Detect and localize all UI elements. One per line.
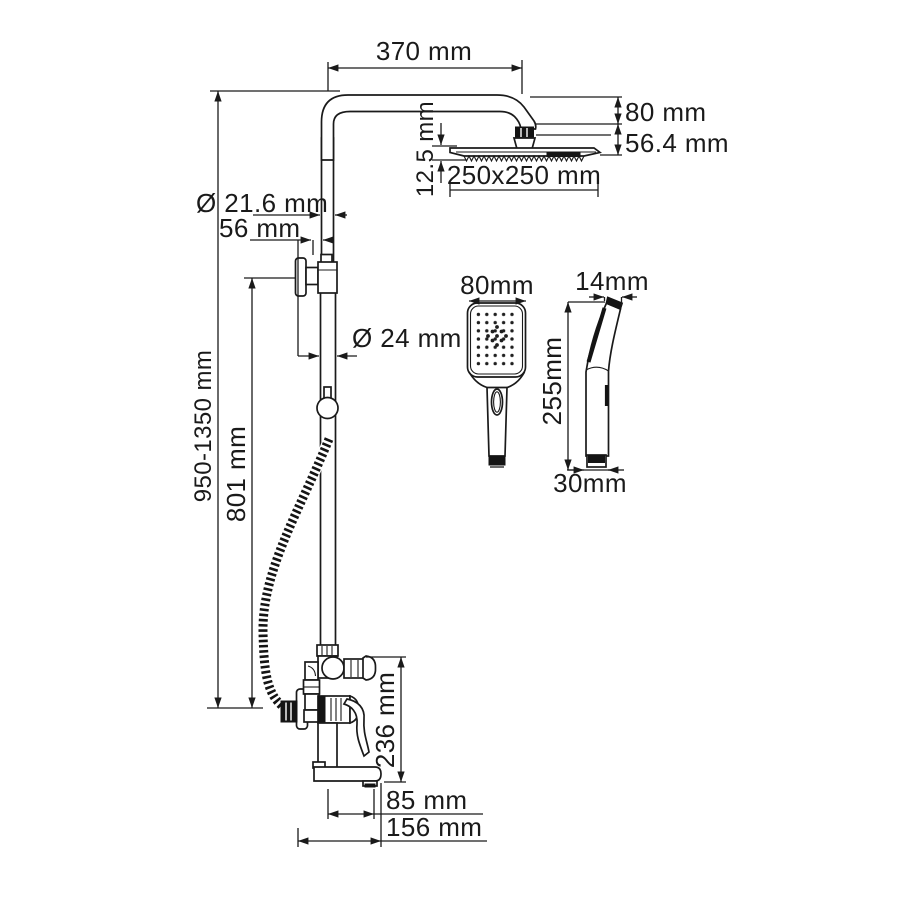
dim-head-thickness-label: 12.5 mm bbox=[412, 100, 439, 198]
diverter-hub bbox=[322, 657, 344, 679]
dim-handshower-length-label: 255mm bbox=[537, 336, 567, 426]
dim-pipe-upper-diameter-label: Ø 21.6 mm bbox=[196, 188, 329, 218]
dim-bracket-offset bbox=[219, 213, 334, 255]
hose-nut bbox=[281, 701, 297, 722]
hand-shower-body-side bbox=[586, 303, 621, 456]
spray-face-dots bbox=[476, 312, 518, 368]
hand-shower-front-view bbox=[468, 303, 526, 467]
dim-arm-width bbox=[328, 36, 522, 94]
dim-bracket-height bbox=[207, 278, 296, 708]
wall-bracket bbox=[296, 255, 338, 297]
dim-pipe-lower-diameter-label: Ø 24 mm bbox=[352, 323, 462, 353]
dim-handshower-width-label: 80mm bbox=[460, 270, 534, 300]
dim-column-height-label: 950-1350 mm bbox=[190, 349, 217, 503]
dim-mixer-height-label: 236 mm bbox=[370, 671, 400, 769]
dim-mixer-depth-label: 156 mm bbox=[386, 812, 483, 842]
left-elbow bbox=[305, 662, 318, 680]
mixer-faucet bbox=[297, 645, 382, 787]
dim-bracket-offset-label: 56 mm bbox=[219, 213, 301, 243]
hand-shower-side-view bbox=[586, 297, 623, 467]
dim-handshower-bottom-depth-label: 30mm bbox=[553, 468, 627, 498]
dim-mixer-height bbox=[366, 657, 406, 782]
dim-head-size-label: 250x250 mm bbox=[446, 160, 602, 190]
dim-bracket-height-label: 801 mm bbox=[221, 425, 251, 523]
outlet-nut-middle bbox=[305, 694, 319, 710]
handle-inlet-cap-front bbox=[489, 456, 505, 465]
dim-handshower-bottom-depth bbox=[553, 468, 627, 498]
holder-knob bbox=[317, 398, 338, 419]
dimension-annotations bbox=[190, 36, 729, 847]
dim-spout-reach-label: 85 mm bbox=[386, 785, 468, 815]
dim-arm-width-label: 370 mm bbox=[375, 36, 473, 66]
dim-head-assembly-height-label: 56.4 mm bbox=[625, 128, 729, 158]
head-nozzle-strip bbox=[547, 153, 580, 157]
hand-shower-handle-front bbox=[487, 388, 507, 457]
rain-shower-head bbox=[450, 127, 600, 161]
lower-riser-pipe bbox=[321, 292, 336, 650]
dim-head-size bbox=[447, 160, 601, 197]
bracket-wall-plate bbox=[296, 258, 307, 296]
bracket-knob bbox=[306, 268, 318, 285]
bracket-clamp bbox=[318, 262, 337, 293]
head-swivel-ring bbox=[516, 127, 534, 138]
dim-handshower-top-depth-label: 14mm bbox=[575, 266, 649, 296]
dim-head-offset-label: 80 mm bbox=[625, 97, 707, 127]
dim-handshower-width bbox=[460, 270, 534, 301]
